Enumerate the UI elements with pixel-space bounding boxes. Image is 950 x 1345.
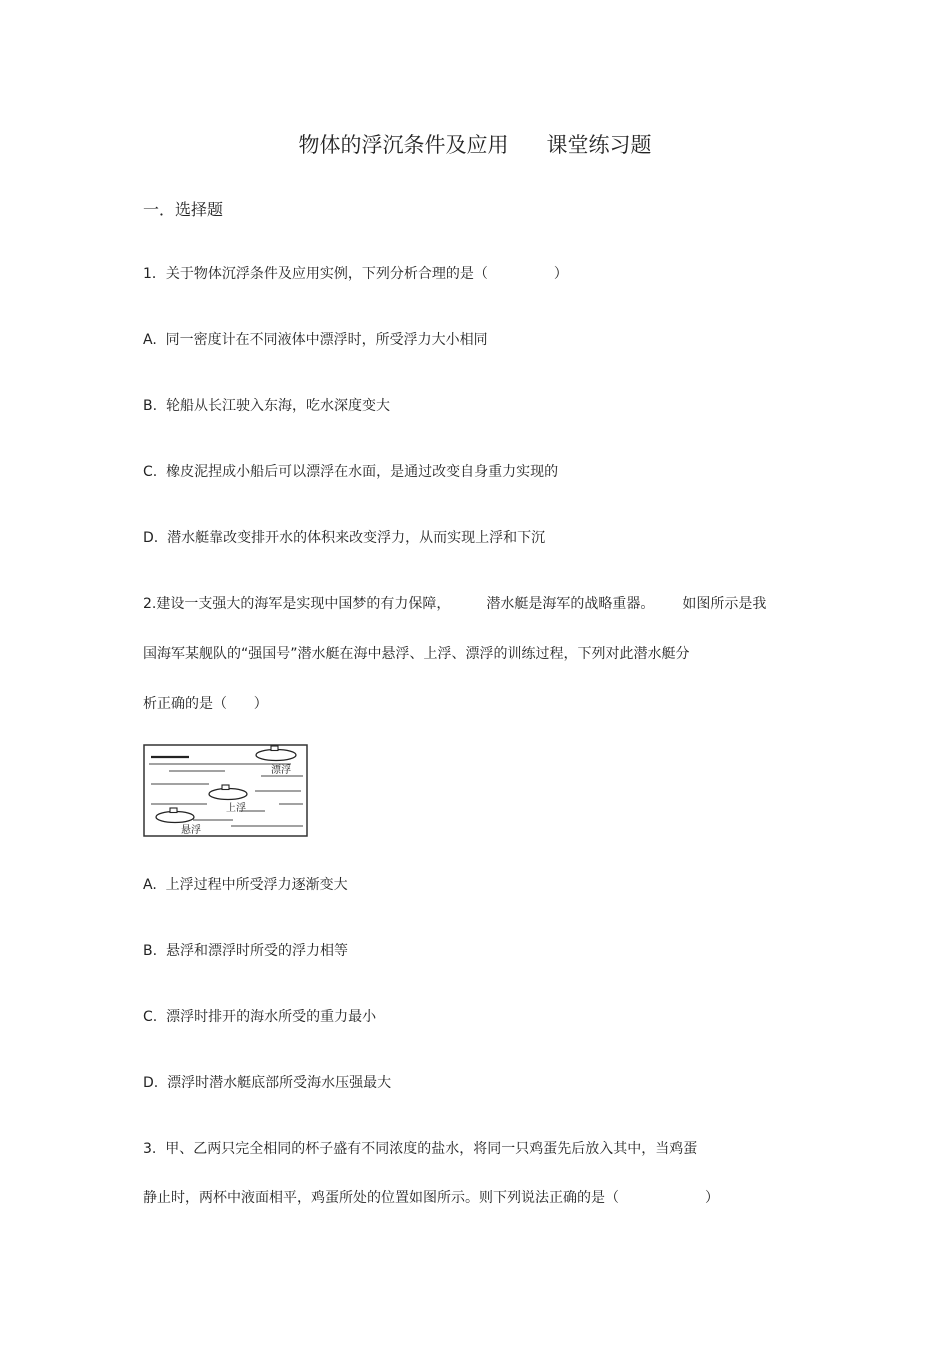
- question-3-stem-line-1: 3. 甲、乙两只完全相同的杯子盛有不同浓度的盐水，将同一只鸡蛋先后放入其中，当鸡蛋: [143, 1141, 698, 1157]
- label-rise: 上浮: [226, 803, 246, 814]
- title-main: 物体的浮沉条件及应用: [298, 133, 509, 157]
- question-1-option-c: C. 橡皮泥捏成小船后可以漂浮在水面，是通过改变自身重力实现的: [143, 464, 559, 480]
- submarine-figure: [143, 744, 309, 837]
- question-1-stem-close: ）: [553, 266, 568, 282]
- question-2-option-a: A. 上浮过程中所受浮力逐渐变大: [143, 877, 348, 893]
- question-2-stem-part-a: 2.建设一支强大的海军是实现中国梦的有力保障，: [143, 596, 451, 612]
- section-heading: 一．选择题: [143, 200, 224, 219]
- question-1-option-a: A. 同一密度计在不同液体中漂浮时，所受浮力大小相同: [143, 332, 488, 348]
- question-1-stem: [143, 264, 568, 284]
- question-2-stem-part-c: 如图所示是我: [682, 596, 767, 612]
- question-2-stem-line-1: [143, 594, 766, 614]
- question-1-option-d: D. 潜水艇靠改变排开水的体积来改变浮力，从而实现上浮和下沉: [143, 530, 546, 546]
- title-sub: 课堂练习题: [546, 133, 652, 157]
- question-2-option-b: B. 悬浮和漂浮时所受的浮力相等: [143, 943, 348, 959]
- question-2-stem-line-2: 国海军某舰队的“强国号”潜水艇在海中悬浮、上浮、漂浮的训练过程，下列对此潜水艇分: [143, 646, 690, 662]
- label-float: 漂浮: [271, 765, 291, 776]
- page-title: [0, 130, 950, 160]
- question-3-stem-line-2: [143, 1188, 719, 1208]
- question-3-stem-text: 静止时，两杯中液面相平，鸡蛋所处的位置如图所示。则下列说法正确的是（: [143, 1190, 619, 1206]
- question-2-option-c: C. 漂浮时排开的海水所受的重力最小: [143, 1009, 377, 1025]
- question-3-stem-close: ）: [705, 1190, 719, 1206]
- question-1-option-b: B. 轮船从长江驶入东海，吃水深度变大: [143, 398, 390, 414]
- submarine-diagram: [143, 744, 309, 837]
- question-2-option-d: D. 漂浮时潜水艇底部所受海水压强最大: [143, 1075, 392, 1091]
- label-suspend: 悬浮: [181, 825, 201, 836]
- question-1-stem-text: 1．关于物体沉浮条件及应用实例，下列分析合理的是（: [143, 266, 488, 282]
- question-2-stem-part-b: 潜水艇是海军的战略重器。: [486, 596, 655, 612]
- question-2-stem-line-3: 析正确的是（ ）: [143, 696, 268, 712]
